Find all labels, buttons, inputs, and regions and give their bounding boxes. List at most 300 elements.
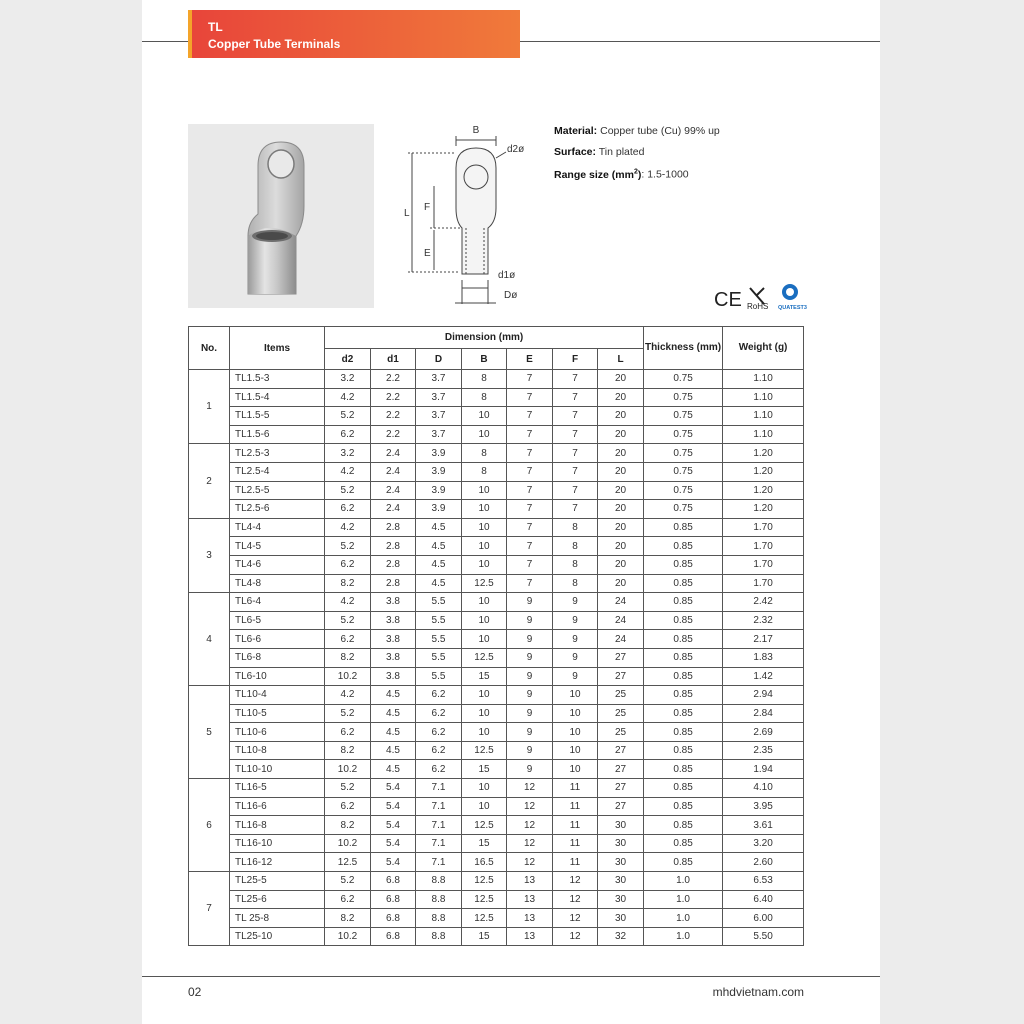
table-cell: 10.2 [325,760,371,779]
table-cell: 5.50 [723,927,804,946]
table-cell: 2.4 [371,444,416,463]
table-cell: 9 [507,611,553,630]
table-cell: 16.5 [462,853,507,872]
table-cell: 0.85 [644,834,723,853]
table-cell: 7 [553,444,598,463]
table-cell: 30 [598,890,644,909]
table-cell: 2.2 [371,388,416,407]
table-cell: 10 [462,481,507,500]
table-cell: 32 [598,927,644,946]
table-cell: 11 [553,797,598,816]
table-cell: 0.75 [644,444,723,463]
terminal-photo-image [188,124,374,308]
table-cell: 4.2 [325,686,371,705]
table-cell: 7 [553,425,598,444]
table-cell: 2.2 [371,425,416,444]
item-code: TL10-10 [230,760,325,779]
table-cell: 5.2 [325,407,371,426]
table-cell: 20 [598,370,644,389]
table-cell: 3.8 [371,611,416,630]
table-cell: 5.5 [416,667,462,686]
table-cell: 9 [507,667,553,686]
spec-material [554,121,720,142]
table-cell: 12 [507,853,553,872]
table-cell: 1.70 [723,518,804,537]
table-cell: 7 [553,500,598,519]
group-number: 7 [189,872,230,946]
rohs-icon [747,288,768,311]
table-cell: 12.5 [325,853,371,872]
table-cell: 7 [553,370,598,389]
table-cell: 1.20 [723,444,804,463]
table-cell: 6.8 [371,872,416,891]
table-cell: 0.85 [644,779,723,798]
technical-drawing [400,118,540,318]
table-row [189,518,804,537]
label-L: L [404,208,410,219]
table-cell: 7 [507,500,553,519]
table-row [189,630,804,649]
label-d2: d2ø [507,144,525,155]
table-cell: 0.85 [644,686,723,705]
table-cell: 0.75 [644,462,723,481]
table-cell: 6.2 [325,500,371,519]
spec-surface [554,142,720,163]
col-items: Items [230,327,325,370]
item-code: TL6-6 [230,630,325,649]
table-cell: 1.0 [644,872,723,891]
table-cell: 10 [462,593,507,612]
table-cell: 4.5 [371,741,416,760]
table-row [189,686,804,705]
table-row [189,909,804,928]
item-code: TL2.5-6 [230,500,325,519]
table-cell: 10 [462,537,507,556]
table-cell: 7 [553,407,598,426]
table-cell: 1.10 [723,407,804,426]
table-cell: 12.5 [462,890,507,909]
table-cell: 2.4 [371,462,416,481]
table-cell: 3.9 [416,500,462,519]
table-cell: 12.5 [462,574,507,593]
table-cell: 8.2 [325,909,371,928]
table-cell: 2.4 [371,500,416,519]
table-cell: 2.35 [723,741,804,760]
table-row [189,704,804,723]
col-weight: Weight (g) [723,327,804,370]
table-cell: 13 [507,927,553,946]
group-number: 3 [189,518,230,592]
col-E: E [507,349,553,370]
table-cell: 20 [598,555,644,574]
label-B: B [472,125,480,136]
product-photo [188,124,374,308]
table-cell: 6.2 [325,723,371,742]
table-cell: 8.2 [325,648,371,667]
table-cell: 0.75 [644,388,723,407]
label-d1: d1ø [498,270,516,281]
table-cell: 12 [553,909,598,928]
item-code: TL4-8 [230,574,325,593]
table-cell: 15 [462,834,507,853]
table-cell: 12.5 [462,872,507,891]
table-row [189,388,804,407]
table-cell: 12.5 [462,648,507,667]
table-cell: 6.2 [416,686,462,705]
table-cell: 1.20 [723,462,804,481]
table-cell: 9 [553,648,598,667]
table-cell: 4.5 [416,537,462,556]
table-cell: 6.53 [723,872,804,891]
table-row [189,648,804,667]
table-cell: 0.85 [644,853,723,872]
table-cell: 9 [553,593,598,612]
dimension-drawing [400,118,540,318]
item-code: TL10-6 [230,723,325,742]
table-row [189,574,804,593]
table-cell: 11 [553,816,598,835]
table-row [189,816,804,835]
table-cell: 3.8 [371,667,416,686]
table-cell: 12 [553,927,598,946]
table-cell: 12 [553,872,598,891]
table-cell: 10 [462,555,507,574]
ce-mark-icon: CE [714,289,742,311]
table-cell: 1.70 [723,574,804,593]
table-cell: 0.75 [644,481,723,500]
table-cell: 20 [598,500,644,519]
item-code: TL2.5-3 [230,444,325,463]
surface-label: Surface: [554,145,597,158]
header-banner [188,10,520,58]
table-cell: 3.7 [416,388,462,407]
table-cell: 1.10 [723,370,804,389]
spec-range [554,162,720,185]
table-cell: 11 [553,779,598,798]
table-cell: 2.8 [371,518,416,537]
col-dimension: Dimension (mm) [325,327,644,349]
table-cell: 9 [507,648,553,667]
item-code: TL1.5-3 [230,370,325,389]
group-number: 4 [189,593,230,686]
table-cell: 15 [462,927,507,946]
table-cell: 3.95 [723,797,804,816]
table-cell: 10 [462,407,507,426]
table-cell: 9 [553,630,598,649]
item-code: TL16-6 [230,797,325,816]
table-cell: 20 [598,462,644,481]
table-cell: 25 [598,686,644,705]
table-cell: 30 [598,853,644,872]
table-cell: 1.0 [644,890,723,909]
table-cell: 0.85 [644,630,723,649]
table-cell: 20 [598,444,644,463]
item-code: TL1.5-6 [230,425,325,444]
table-cell: 9 [507,686,553,705]
table-cell: 27 [598,760,644,779]
table-cell: 24 [598,630,644,649]
table-cell: 5.2 [325,481,371,500]
table-cell: 27 [598,741,644,760]
table-cell: 9 [507,704,553,723]
table-cell: 12 [553,890,598,909]
page-title: Copper Tube Terminals [208,37,341,51]
item-code: TL1.5-4 [230,388,325,407]
table-cell: 10.2 [325,667,371,686]
table-row [189,444,804,463]
table-cell: 8.8 [416,909,462,928]
table-cell: 0.85 [644,704,723,723]
table-cell: 27 [598,797,644,816]
col-F: F [553,349,598,370]
table-cell: 6.8 [371,890,416,909]
item-code: TL10-4 [230,686,325,705]
table-cell: 8 [553,555,598,574]
svg-text:QUATEST3: QUATEST3 [778,305,807,311]
table-cell: 3.8 [371,630,416,649]
table-cell: 7 [507,407,553,426]
item-code: TL16-10 [230,834,325,853]
table-cell: 4.10 [723,779,804,798]
table-cell: 5.5 [416,611,462,630]
table-cell: 0.85 [644,667,723,686]
table-cell: 2.60 [723,853,804,872]
footer-rule [142,976,880,977]
table-cell: 20 [598,481,644,500]
table-cell: 7 [507,574,553,593]
material-label: Material: [554,125,598,137]
dimension-table [188,326,804,946]
table-cell: 30 [598,834,644,853]
certification-marks [714,282,808,312]
group-number: 2 [189,444,230,518]
table-cell: 10 [462,630,507,649]
table-cell: 8 [553,574,598,593]
table-cell: 6.2 [325,797,371,816]
table-cell: 4.5 [416,518,462,537]
table-cell: 1.20 [723,500,804,519]
table-cell: 4.2 [325,593,371,612]
table-cell: 3.61 [723,816,804,835]
table-cell: 2.69 [723,723,804,742]
table-cell: 0.85 [644,723,723,742]
table-cell: 20 [598,574,644,593]
table-row [189,797,804,816]
table-cell: 8 [462,388,507,407]
table-cell: 1.0 [644,927,723,946]
table-cell: 5.5 [416,593,462,612]
table-row [189,481,804,500]
item-code: TL16-5 [230,779,325,798]
table-cell: 10.2 [325,834,371,853]
table-cell: 12 [507,834,553,853]
table-cell: 9 [553,667,598,686]
table-cell: 6.2 [416,760,462,779]
col-d1: d1 [371,349,416,370]
table-cell: 2.32 [723,611,804,630]
item-code: TL4-6 [230,555,325,574]
item-code: TL25-6 [230,890,325,909]
table-cell: 8.2 [325,816,371,835]
item-code: TL1.5-5 [230,407,325,426]
table-row [189,927,804,946]
table-cell: 7.1 [416,797,462,816]
table-cell: 6.2 [416,741,462,760]
table-cell: 0.75 [644,407,723,426]
item-code: TL25-10 [230,927,325,946]
page-number: 02 [188,985,202,999]
table-cell: 7 [553,388,598,407]
table-row [189,370,804,389]
table-cell: 12.5 [462,816,507,835]
website-url: mhdvietnam.com [712,985,804,999]
quatest-icon [778,284,807,311]
table-cell: 2.2 [371,407,416,426]
table-row [189,555,804,574]
table-cell: 5.2 [325,872,371,891]
table-row [189,834,804,853]
table-cell: 3.7 [416,425,462,444]
table-cell: 2.2 [371,370,416,389]
table-cell: 7 [507,518,553,537]
table-cell: 7 [507,425,553,444]
table-cell: 1.94 [723,760,804,779]
table-cell: 20 [598,425,644,444]
table-cell: 5.5 [416,630,462,649]
table-cell: 2.8 [371,537,416,556]
group-number: 1 [189,370,230,444]
table-cell: 13 [507,909,553,928]
table-cell: 7 [553,481,598,500]
table-cell: 8 [462,444,507,463]
table-cell: 15 [462,667,507,686]
table-cell: 0.85 [644,760,723,779]
table-cell: 8.2 [325,574,371,593]
table-cell: 5.4 [371,797,416,816]
table-cell: 4.5 [416,574,462,593]
table-cell: 9 [507,760,553,779]
table-cell: 2.84 [723,704,804,723]
table-cell: 8.2 [325,741,371,760]
table-cell: 9 [507,593,553,612]
table-cell: 20 [598,537,644,556]
spec-list [554,121,720,185]
table-cell: 7 [507,481,553,500]
table-cell: 10 [462,797,507,816]
table-cell: 10 [462,425,507,444]
table-cell: 13 [507,890,553,909]
table-cell: 9 [507,723,553,742]
table-row [189,667,804,686]
table-row [189,500,804,519]
table-cell: 7 [507,462,553,481]
table-cell: 30 [598,816,644,835]
table-cell: 6.8 [371,909,416,928]
table-cell: 25 [598,723,644,742]
table-cell: 7 [507,444,553,463]
table-cell: 4.2 [325,462,371,481]
item-code: TL16-12 [230,853,325,872]
item-code: TL10-5 [230,704,325,723]
table-cell: 10 [462,723,507,742]
table-cell: 6.2 [325,630,371,649]
col-L: L [598,349,644,370]
table-cell: 20 [598,518,644,537]
table-cell: 1.10 [723,425,804,444]
label-D: Dø [504,290,518,301]
item-code: TL6-4 [230,593,325,612]
table-cell: 0.85 [644,741,723,760]
surface-value: Tin plated [598,145,645,158]
table-cell: 1.10 [723,388,804,407]
table-cell: 7.1 [416,779,462,798]
table-cell: 10 [462,611,507,630]
table-cell: 25 [598,704,644,723]
table-cell: 5.5 [416,648,462,667]
label-E: E [424,248,431,259]
table-cell: 24 [598,611,644,630]
table-cell: 27 [598,648,644,667]
table-cell: 10 [553,686,598,705]
group-number: 5 [189,686,230,779]
table-cell: 2.8 [371,574,416,593]
col-no: No. [189,327,230,370]
table-row [189,779,804,798]
item-code: TL2.5-5 [230,481,325,500]
table-cell: 6.2 [416,723,462,742]
table-cell: 0.75 [644,500,723,519]
table-row [189,853,804,872]
table-cell: 27 [598,779,644,798]
table-cell: 5.2 [325,779,371,798]
table-cell: 6.2 [325,555,371,574]
table-cell: 4.5 [371,686,416,705]
table-cell: 2.94 [723,686,804,705]
table-cell: 12.5 [462,741,507,760]
range-label: Range size $(mm^2)$ [554,168,642,181]
table-cell: 1.20 [723,481,804,500]
table-cell: 3.2 [325,444,371,463]
table-cell: 6.2 [325,890,371,909]
table-cell: 5.4 [371,853,416,872]
label-F: F [424,202,431,213]
range-value: : 1.5-1000 [641,168,689,181]
table-cell: 4.5 [371,723,416,742]
table-cell: 10 [553,741,598,760]
col-D: D [416,349,462,370]
table-cell: 6.2 [416,704,462,723]
table-cell: 3.8 [371,648,416,667]
table-cell: 12.5 [462,909,507,928]
table-cell: 0.85 [644,593,723,612]
table-cell: 9 [507,630,553,649]
table-cell: 3.9 [416,462,462,481]
table-cell: 8.8 [416,890,462,909]
table-cell: 10 [462,500,507,519]
table-cell: 5.4 [371,834,416,853]
table-row [189,593,804,612]
table-cell: 11 [553,853,598,872]
table-cell: 3.9 [416,481,462,500]
table-cell: 8 [462,370,507,389]
item-code: TL2.5-4 [230,462,325,481]
item-code: TL16-8 [230,816,325,835]
table-cell: 10 [462,779,507,798]
table-cell: 4.5 [371,704,416,723]
table-cell: 5.4 [371,816,416,835]
table-cell: 7 [553,462,598,481]
table-cell: 0.85 [644,648,723,667]
